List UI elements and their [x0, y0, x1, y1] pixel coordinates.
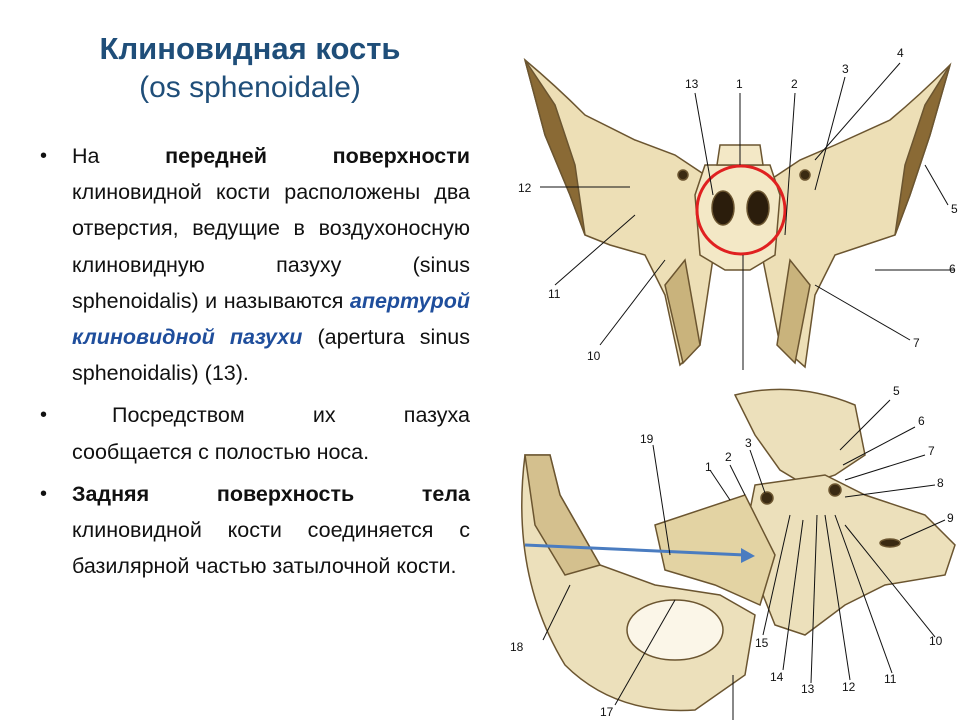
- bullet-item: • Задняя поверхность тела клиновидной кости соединяется с базилярной частью затылочной кости.: [30, 476, 470, 585]
- bullet-dot-icon: •: [40, 482, 48, 505]
- term-front-surface: передней поверхности: [165, 144, 470, 168]
- label-14: 14: [770, 670, 784, 684]
- label-7: 7: [928, 444, 935, 458]
- label-8: 8: [937, 476, 944, 490]
- label-11: 11: [884, 672, 897, 686]
- label-10: 10: [587, 349, 601, 363]
- label-3: 3: [745, 436, 752, 450]
- label-10: 10: [929, 634, 943, 648]
- label-1: 1: [736, 77, 743, 91]
- label-12: 12: [842, 680, 856, 694]
- label-19: 19: [640, 432, 654, 446]
- term-aperture: апертурой клиновидной пазухи: [72, 288, 470, 350]
- label-5: 5: [893, 384, 900, 398]
- label-17: 17: [600, 705, 614, 719]
- sphenoid-front-figure: [515, 45, 960, 370]
- label-18: 18: [510, 640, 524, 654]
- bullet-list: [30, 138, 470, 590]
- bullet-item: • Посредством их пазуха сообщается с полостью носа.: [30, 397, 470, 469]
- label-2: 2: [791, 77, 798, 91]
- slide-title: [30, 30, 470, 108]
- label-6: 6: [949, 262, 956, 276]
- bullet-dot-icon: •: [40, 404, 48, 427]
- bullet-item: • На передней поверхности клиновидной кости расположены два отверстия, ведущие в воздухоносную клиновидную пазуху (sinus sphenoidalis) и называются апертурой клиновидной пазухи (apertura sinus sphenoidalis) (13).: [30, 138, 470, 391]
- label-13: 13: [685, 77, 699, 91]
- label-2: 2: [725, 450, 732, 464]
- title-main: Клиновидная кость: [99, 31, 401, 66]
- title-latin: (os sphenoidale): [139, 71, 361, 104]
- label-4: 4: [897, 46, 904, 60]
- label-5: 5: [951, 202, 958, 216]
- bone-shape: [525, 60, 950, 367]
- label-15: 15: [755, 636, 769, 650]
- label-9: 9: [947, 511, 954, 525]
- label-12: 12: [518, 181, 532, 195]
- label-6: 6: [918, 414, 925, 428]
- label-3: 3: [842, 62, 849, 76]
- bullet-dot-icon: •: [40, 145, 48, 167]
- label-11: 11: [548, 287, 561, 301]
- term-back-surface: Задняя поверхность тела: [72, 481, 470, 506]
- sphenoid-posterior-figure: [505, 375, 960, 720]
- label-1: 1: [705, 460, 712, 474]
- label-7: 7: [913, 336, 920, 350]
- bone-shape: [522, 389, 955, 710]
- label-13: 13: [801, 682, 815, 696]
